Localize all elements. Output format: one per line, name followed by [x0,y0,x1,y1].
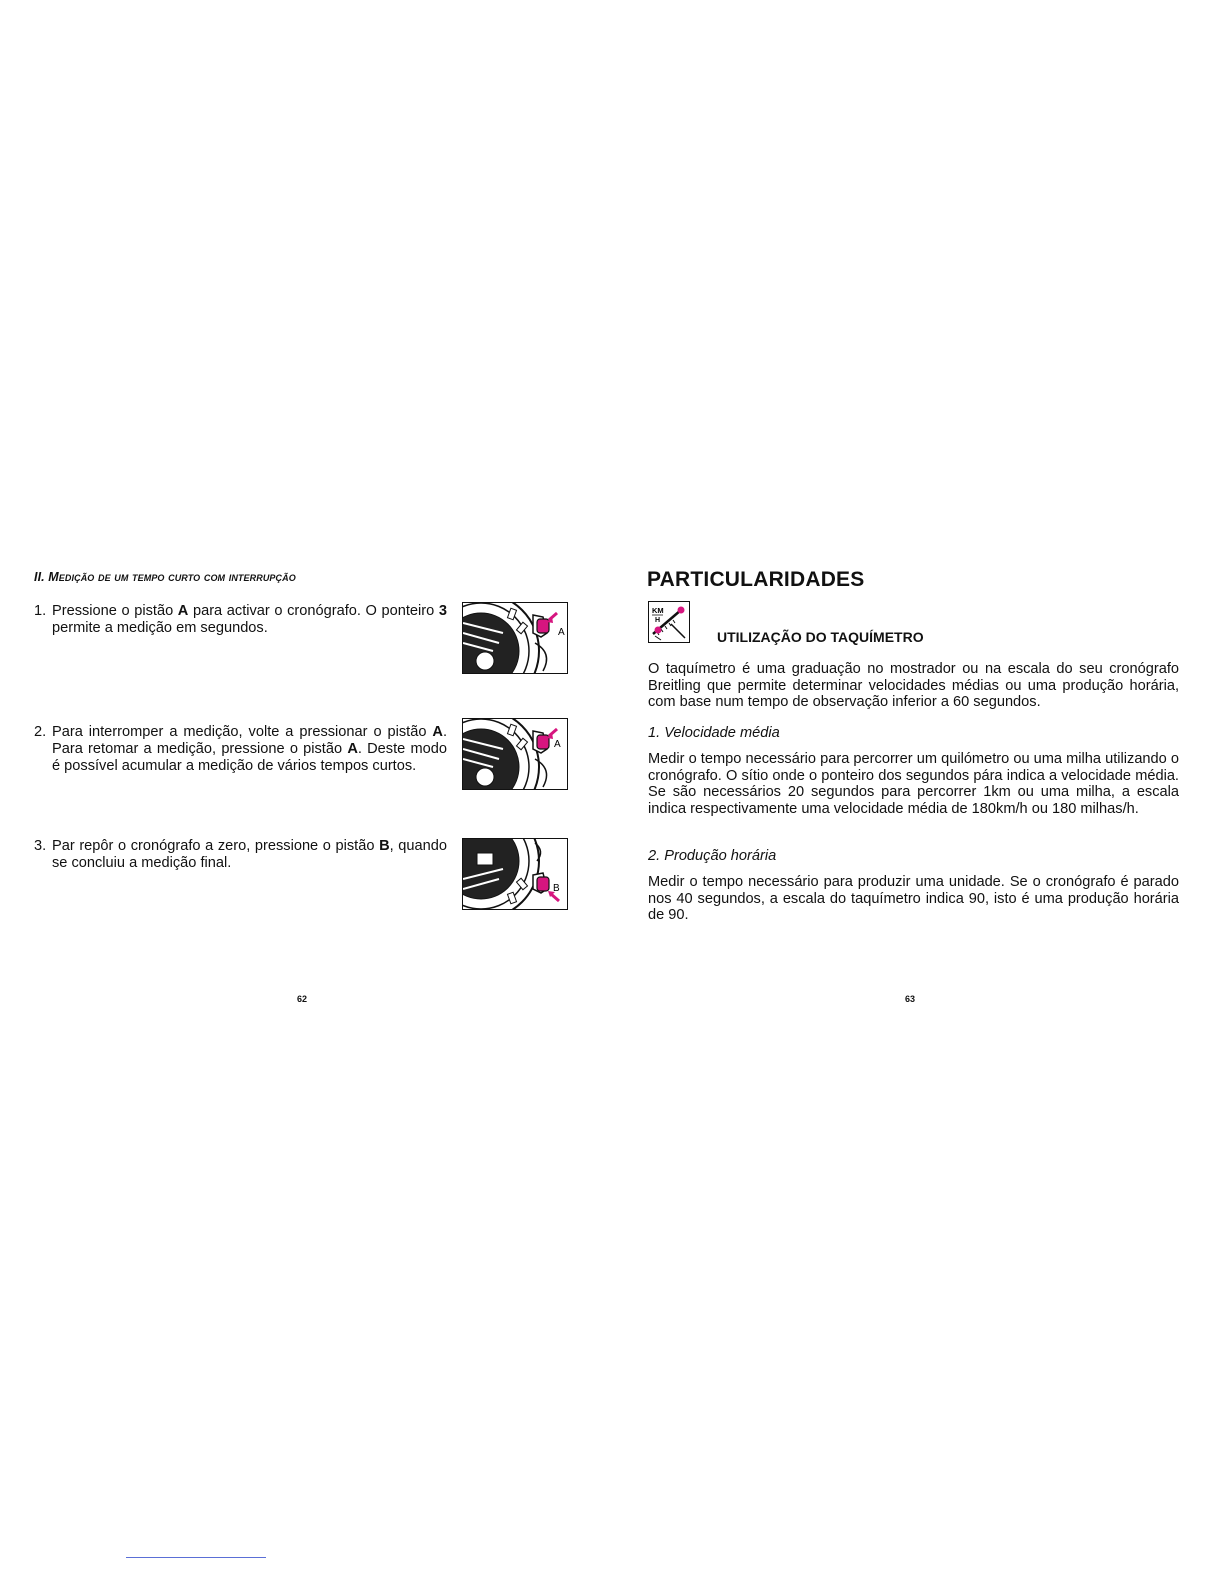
svg-text:KM: KM [652,606,664,615]
button-ref: A [347,741,358,757]
button-ref: B [379,838,390,854]
step-1 [34,603,447,637]
subsection-text-2: Medir o tempo necessário para produzir uma unidade. Se o cronógrafo é parado nos 40 segundos, a escala do taquímetro indica 90, isto é uma produção horária de 90. [648,874,1179,924]
section-number: II. [34,570,45,584]
step-2 [34,724,447,775]
page-title: PARTICULARIDADES [647,568,865,591]
subsection-heading-2: 2. Produção horária [648,848,777,864]
step-text: Para interromper a medição, volte a pressionar o pistão [52,724,433,740]
step-text: para activar o cronógrafo. O ponteiro [188,603,439,619]
step-text: Par repôr o cronógrafo a zero, pressione o pistão [52,838,380,854]
svg-text:A: A [558,627,565,638]
subsection-text-1: Medir o tempo necessário para percorrer um quilómetro ou uma milha utilizando o cronógrafo. O sítio onde o ponteiro dos segundos pára indica a velocidade média. Se são necessários 20 segundos para percorrer 1km ou uma milha, a escala indica respectivamente uma velocidade média de 180km/h ou 180 milhas/h. [648,751,1179,817]
step-text: , quando se concluiu a medição final. [52,838,447,871]
tachymeter-icon [648,601,690,643]
step-text: Pressione o pistão [52,603,178,619]
step-text: permite a medição em segundos. [52,620,268,636]
subsection-heading-1: 1. Velocidade média [648,725,780,741]
step-number: 3. [34,838,47,854]
button-ref: A [177,603,189,619]
watch-illustration-2 [462,718,568,790]
watch-illustration-1 [462,602,568,674]
button-ref: A [432,724,443,740]
page-number: 62 [297,994,308,1004]
section-subtitle: UTILIZAÇÃO DO TAQUÍMETRO [717,629,924,645]
step-text: . Deste modo é possível acumular a medição de vários tempos curtos. [52,741,447,774]
intro-paragraph: O taquímetro é uma graduação no mostrador ou na escala do seu cronógrafo Breitling que permite determinar velocidades médias ou uma produção horária, com base num tempo de observação inferior a 60 segundos. [648,661,1179,711]
page-number: 63 [905,994,916,1004]
watch-illustration-3 [462,838,568,910]
svg-text:A: A [554,739,561,750]
section-heading: Medição de um tempo curto com interrupção [48,570,296,584]
section-title [34,570,296,584]
hand-ref: 3 [438,603,447,619]
divider-line [126,1557,266,1558]
svg-text:B: B [553,883,560,894]
step-3 [34,838,447,872]
step-number: 2. [34,724,47,740]
step-text: . Para retomar a medição, pressione o pistão [52,724,447,757]
svg-text:H: H [655,617,661,624]
step-number: 1. [34,603,47,619]
